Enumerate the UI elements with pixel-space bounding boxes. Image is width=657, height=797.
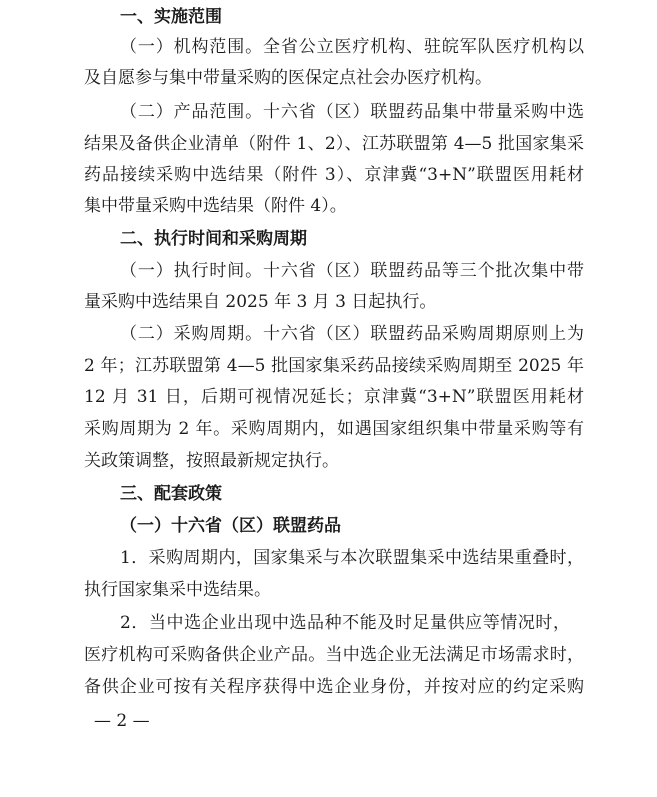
paragraph-line: 执行国家集采中选结果。 <box>84 580 271 600</box>
paragraph-line: 备供企业可按有关程序获得中选企业身份，并按对应的约定采购 <box>84 677 584 697</box>
paragraph-line: 结果及备供企业清单（附件 1、2）、江苏联盟第 4—5 批国家集采 <box>84 134 584 154</box>
paragraph-line: （二）采购周期。十六省（区）联盟药品采购周期原则上为 <box>120 324 584 344</box>
paragraph-line: 关政策调整，按照最新规定执行。 <box>84 451 339 471</box>
paragraph-line: 采购周期为 2 年。采购周期内，如遇国家组织集中带量采购等有 <box>84 419 584 439</box>
paragraph-line: 量采购中选结果自 2025 年 3 月 3 日起执行。 <box>84 292 437 312</box>
page-number: — 2 — <box>94 711 150 731</box>
section-heading-2: 二、执行时间和采购周期 <box>120 229 307 249</box>
paragraph-line: 2 年；江苏联盟第 4—5 批国家集采药品接续采购周期至 2025 年 <box>84 356 584 376</box>
paragraph-line: （二）产品范围。十六省（区）联盟药品集中带量采购中选 <box>120 102 584 122</box>
sub-heading: （一）十六省（区）联盟药品 <box>120 516 341 536</box>
section-heading-3: 三、配套政策 <box>120 484 222 504</box>
paragraph-line: 药品接续采购中选结果（附件 3）、京津冀“3+N”联盟医用耗材 <box>84 165 584 185</box>
paragraph-line: 1．采购周期内，国家集采与本次联盟集采中选结果重叠时， <box>120 548 584 568</box>
paragraph-line: 12 月 31 日，后期可视情况延长；京津冀“3+N”联盟医用耗材 <box>84 387 584 407</box>
paragraph-line: 及自愿参与集中带量采购的医保定点社会办医疗机构。 <box>84 68 492 88</box>
paragraph-line: （一）执行时间。十六省（区）联盟药品等三个批次集中带 <box>120 261 584 281</box>
section-heading-1: 一、实施范围 <box>120 7 222 27</box>
paragraph-line: 集中带量采购中选结果（附件 4）。 <box>84 196 347 216</box>
paragraph-line: （一）机构范围。全省公立医疗机构、驻皖军队医疗机构以 <box>120 37 584 57</box>
paragraph-line: 医疗机构可采购备供企业产品。当中选企业无法满足市场需求时， <box>84 645 584 665</box>
paragraph-line: 2．当中选企业出现中选品种不能及时足量供应等情况时， <box>120 613 570 633</box>
